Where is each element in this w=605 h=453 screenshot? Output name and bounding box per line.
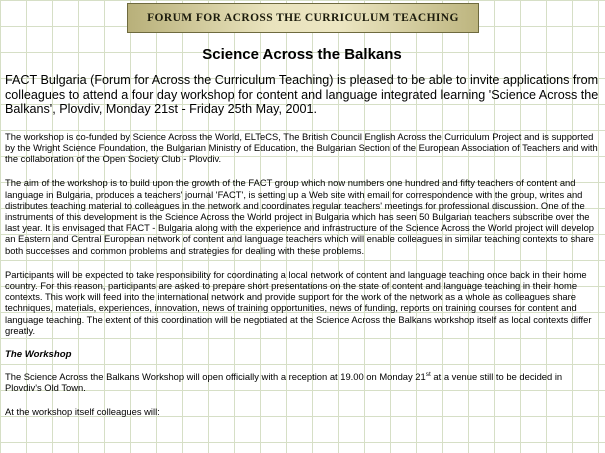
- ordinal-suffix: st: [425, 370, 431, 378]
- participants-paragraph: Participants will be expected to take responsibility for coordinating a local network of content and language teaching once back in their home country. For this reason, participants are asked to prepare short presentations on the state of content and language teaching in their home contexts. This work will feed into the international network and provide support for the work of the network as a whole as colleagues share techniques, materials, experiences, innovation, news of training opportunities, news of funding, reports on training courses for content and language teaching. The extent of this coordination will be negotiated at the Science Across the Balkans workshop itself as local contexts differ greatly.: [5, 268, 592, 336]
- opening-text-start: The Science Across the Balkans Workshop will open officially with a reception at 19.00 on Monday 21: [5, 371, 426, 383]
- opening-paragraph: [5, 371, 599, 393]
- intro-paragraph: FACT Bulgaria (Forum for Across the Curriculum Teaching) is pleased to be able to invite applications from colleagues to attend a four day workshop for content and language integrated learning 'Science Across the Balkans', Plovdiv, Monday 21st - Friday 25th May, 2001.: [5, 73, 599, 117]
- aim-paragraph: The aim of the workshop is to build upon the growth of the FACT group which now numbers one hundred and fifty teachers of content and language in Bulgaria, produces a teachers' journal 'FACT', is setting up a Web site with email for correspondence with the group, writes and distributes teaching material to colleagues in the network and coordinates regular teachers' meetings for professional discussion. One of the instruments of this development is the Science Across the World project in Bulgaria which has seen 50 Bulgarian teachers subscribe over the last year. It is envisaged that FACT - Bulgaria along with the experience and infrastructure of the Science Across the World project will develop an Eastern and Central European network of content and language teachers which will enable colleagues in similar teaching contexts to share both successes and common problems and strategies for dealing with these problems.: [5, 177, 595, 256]
- funding-paragraph: The workshop is co-funded by Science Across the World, ELTeCS, The British Council English Across the Curriculum Project and is supported by the Wright Science Foundation, the Bulgarian Ministry of Education, the Bulgarian Section of the European Association of Teachers and with the collaboration of the Open Society Club - Plovdiv.: [5, 130, 598, 165]
- at-workshop-paragraph: At the workshop itself colleagues will:: [5, 406, 160, 418]
- opening-text-end: at a venue still to be decided in Plovdiv's Old Town.: [5, 371, 563, 394]
- page-content: [5, 46, 599, 431]
- workshop-heading: The Workshop: [5, 349, 72, 361]
- banner-text: FORUM FOR ACROSS THE CURRICULUM TEACHING: [147, 12, 459, 24]
- fact-banner: [127, 3, 479, 33]
- page-title: Science Across the Balkans: [202, 46, 402, 63]
